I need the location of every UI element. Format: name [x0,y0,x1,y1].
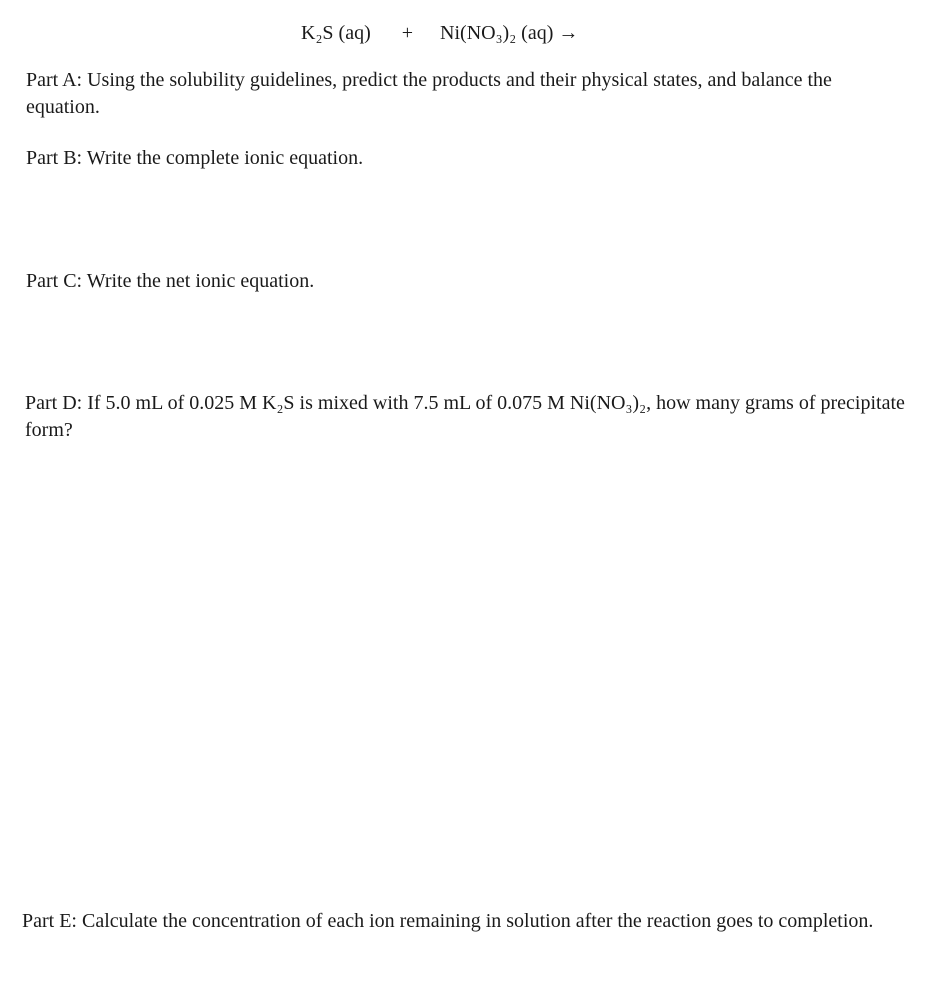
part-a-question: Part A: Using the solubility guidelines, predict the products and their physical states, and balance the equation. [26,69,832,118]
reactant-nickel-nitrate: Ni(NO₃)₂ (aq) [440,22,554,44]
plus-sign: + [401,22,414,44]
part-e-question: Part E: Calculate the concentration of each ion remaining in solution after the reaction goes to completion. [22,910,874,932]
part-d-question: Part D: If 5.0 mL of 0.025 M K₂S is mixed with 7.5 mL of 0.075 M Ni(NO₃)₂, how many grams of precipitate form? [25,392,905,441]
part-b-question: Part B: Write the complete ionic equation. [26,147,364,169]
part-c-question: Part C: Write the net ionic equation. [26,270,315,292]
reactant-k2s: K₂S (aq) [301,22,371,44]
reaction-arrow: → [558,22,579,44]
reaction-equation [301,20,578,47]
